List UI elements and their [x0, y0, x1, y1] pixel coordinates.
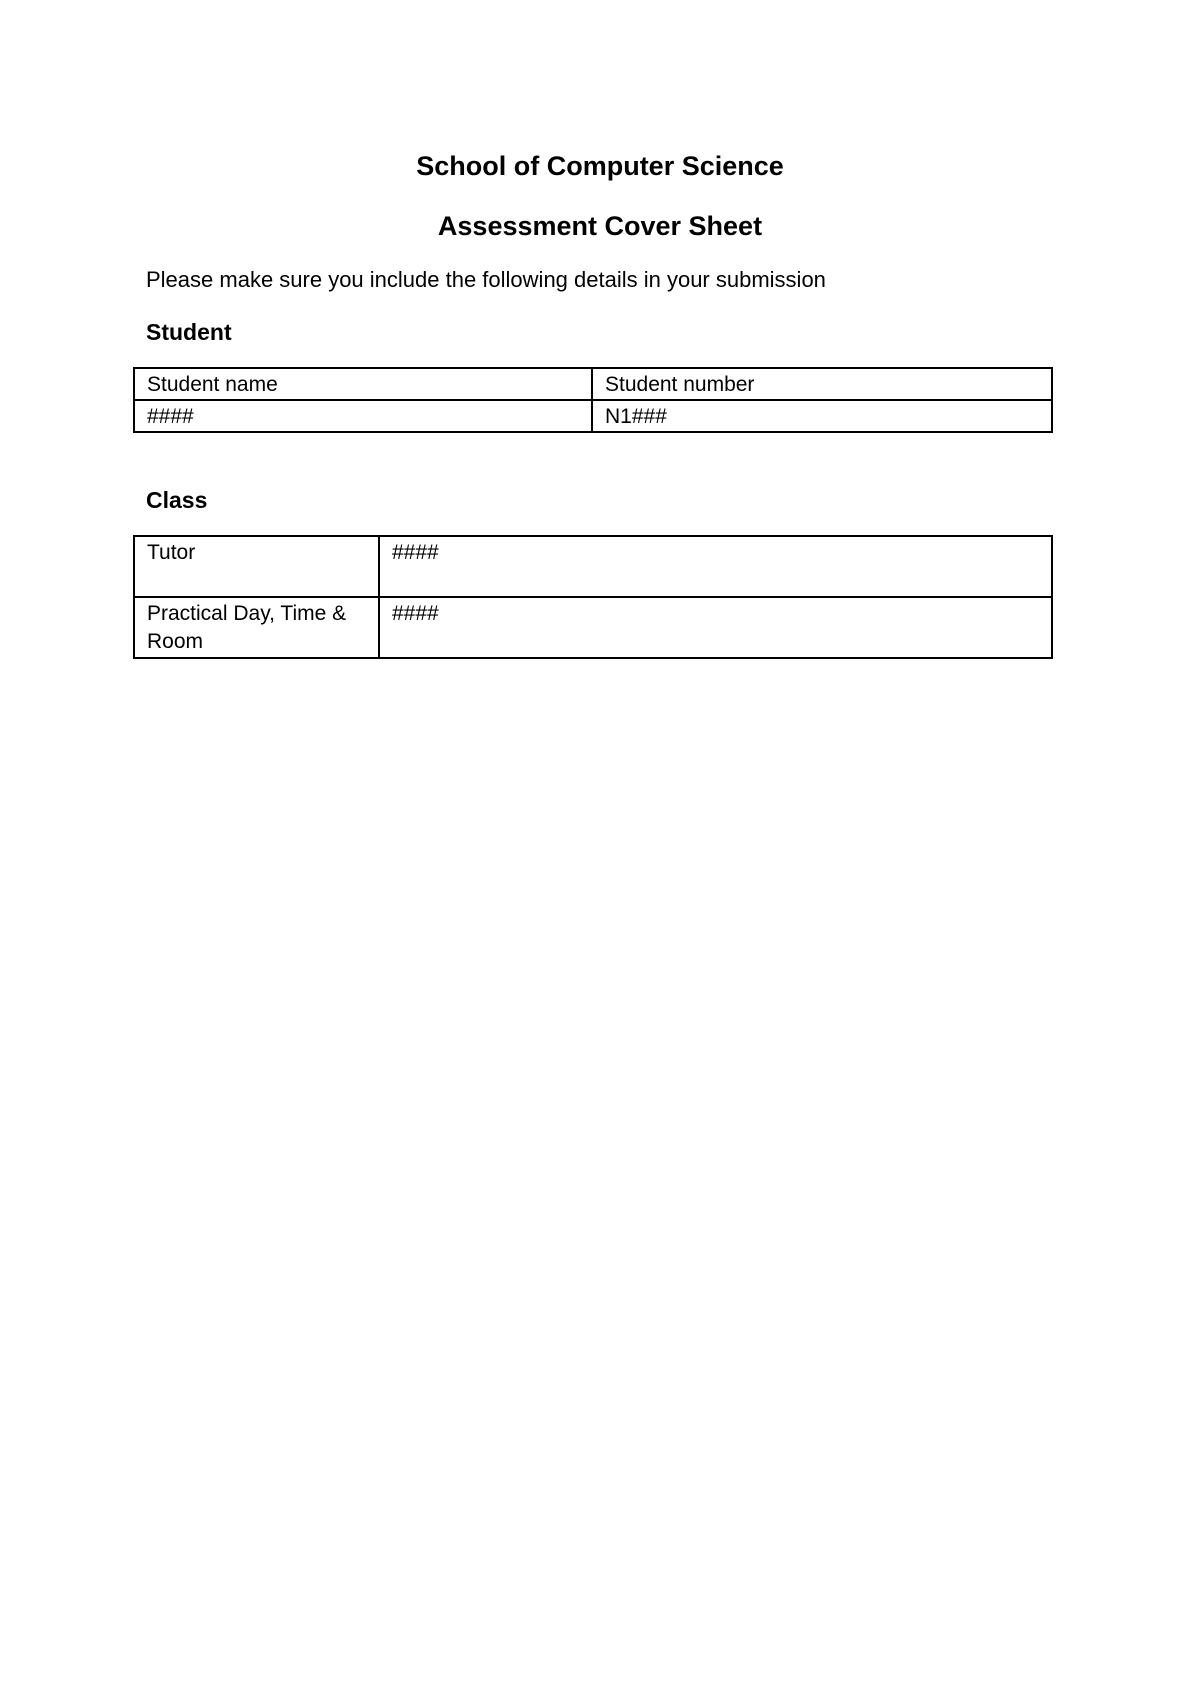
student-name-value: #### — [134, 400, 592, 432]
tutor-label: Tutor — [134, 536, 379, 597]
practical-value: #### — [379, 597, 1052, 658]
class-table-row — [134, 597, 1052, 658]
class-table — [133, 535, 1053, 659]
student-table-value-row — [134, 400, 1052, 432]
class-section-heading: Class — [146, 487, 208, 513]
student-table-header-row — [134, 368, 1052, 400]
page-subtitle: Assessment Cover Sheet — [437, 211, 763, 241]
student-number-header: Student number — [592, 368, 1052, 400]
student-section-heading: Student — [146, 319, 232, 345]
tutor-value: #### — [379, 536, 1052, 597]
instruction-text: Please make sure you include the following details in your submission — [146, 267, 826, 292]
student-number-value: N1### — [592, 400, 1052, 432]
page-title: School of Computer Science — [416, 151, 784, 181]
class-table-row — [134, 536, 1052, 597]
practical-label: Practical Day, Time & Room — [134, 597, 379, 658]
student-name-header: Student name — [134, 368, 592, 400]
student-table — [133, 367, 1053, 433]
